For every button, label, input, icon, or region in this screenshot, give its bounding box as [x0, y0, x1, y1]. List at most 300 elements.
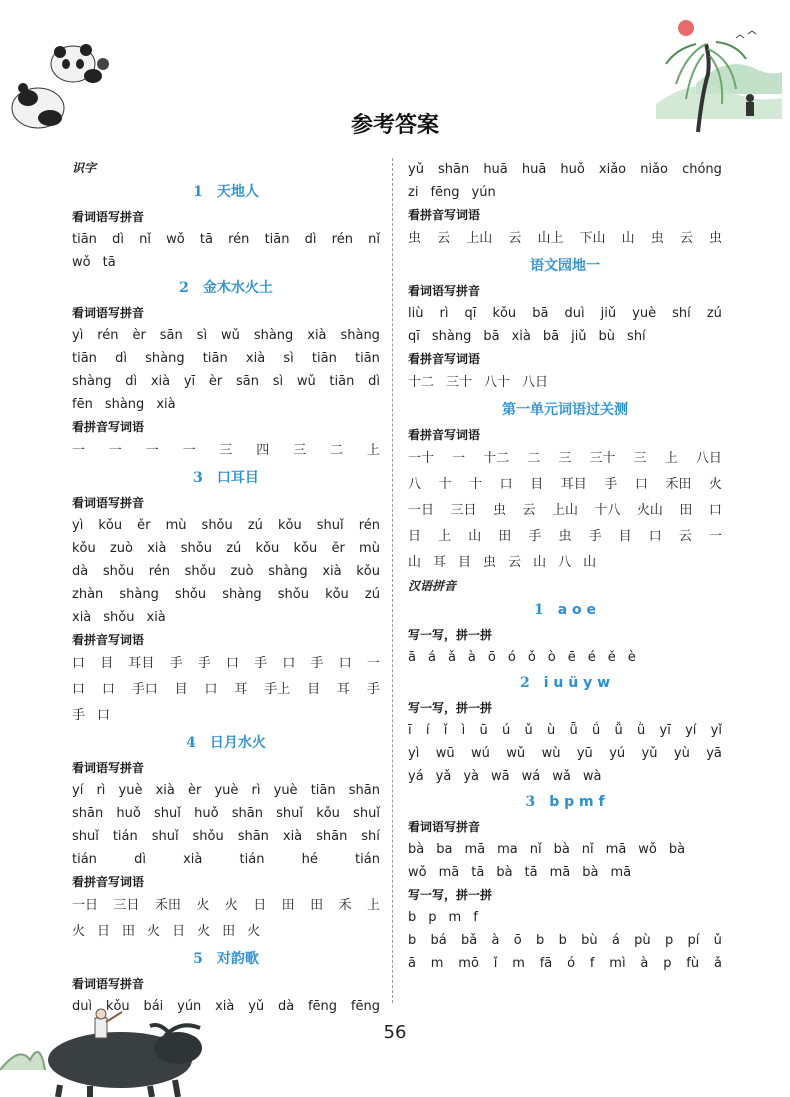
answer-token: shān: [237, 829, 269, 844]
answer-token: ǎ: [713, 956, 722, 971]
answer-token: 火: [708, 477, 722, 492]
answer-token: xià: [282, 829, 303, 844]
answer-token: tiān: [310, 783, 336, 798]
answer-token: ā: [408, 650, 416, 665]
answer-token: dì: [134, 852, 146, 867]
answer-token: 禾田: [154, 898, 181, 913]
pinyin-answer-line: [408, 158, 722, 181]
pinyin-answer-line: [408, 838, 722, 861]
answer-token: wǒ: [408, 865, 427, 880]
answer-token: ba: [436, 842, 453, 857]
answer-token: shān: [438, 162, 470, 177]
answer-token: 手口: [131, 682, 158, 697]
answer-token: bà: [553, 842, 570, 857]
answer-token: ē: [567, 650, 576, 665]
word-answer-line: [408, 226, 722, 252]
pinyin-answer-line: [72, 995, 380, 1018]
answer-token: 虫: [708, 231, 722, 246]
answer-token: bá: [430, 933, 447, 948]
answer-token: xià: [146, 610, 166, 625]
exercise-label: 写一写，拼一拼: [408, 701, 493, 715]
exercise-label: 看拼音写词语: [408, 428, 481, 442]
lesson-number: 3: [193, 470, 203, 486]
answer-token: qī: [464, 306, 477, 321]
answer-token: ā: [408, 956, 416, 971]
answer-token: ǔ: [713, 933, 722, 948]
answer-token: 耳: [234, 682, 248, 697]
answer-token: 手: [528, 529, 542, 544]
answer-token: yǎ: [435, 769, 452, 784]
answer-token: ī: [408, 723, 412, 738]
answer-token: 八日: [695, 451, 722, 466]
answer-token: 口: [634, 477, 648, 492]
answer-token: tián: [112, 829, 138, 844]
answer-token: yū: [576, 746, 593, 761]
lesson-heading: [72, 464, 380, 492]
word-answer-line: [408, 446, 722, 472]
answer-token: 耳目: [128, 656, 155, 671]
answer-token: m: [448, 910, 462, 925]
answer-token: 手: [169, 656, 183, 671]
answer-token: bā: [542, 329, 560, 344]
answer-token: mì: [609, 956, 626, 971]
pinyin-answer-line: [408, 719, 722, 742]
answer-token: 禾田: [665, 477, 692, 492]
pinyin-answer-line: [72, 347, 380, 370]
answer-token: ǚ: [614, 723, 623, 738]
answer-token: xià: [307, 328, 327, 343]
answer-token: nǐ: [139, 232, 151, 247]
exercise-label: 看词语写拼音: [72, 761, 145, 775]
answer-token: yí: [72, 783, 84, 798]
answer-token: 八: [558, 555, 572, 570]
answer-token: mù: [359, 541, 380, 556]
answer-token: 一十: [408, 451, 435, 466]
answer-token: 田: [122, 924, 136, 939]
answer-token: shàng: [119, 587, 159, 602]
answer-token: shàng: [72, 374, 112, 389]
lesson-title: 对韵歌: [216, 951, 259, 967]
answer-token: 口: [204, 682, 218, 697]
answer-token: 一日: [72, 898, 99, 913]
answer-token: 目: [174, 682, 188, 697]
answer-token: 云: [508, 231, 522, 246]
answer-token: yún: [177, 999, 202, 1014]
section-label: 识字: [72, 161, 97, 175]
answer-token: wǔ: [221, 328, 240, 343]
word-answer-line: [408, 498, 722, 524]
answer-token: f: [473, 910, 478, 925]
answer-token: 八: [408, 477, 422, 492]
answer-token: dì: [115, 351, 127, 366]
pinyin-answer-line: [72, 251, 380, 274]
answer-token: fēng: [430, 185, 460, 200]
answer-token: huǒ: [560, 162, 585, 177]
answer-token: 目: [307, 682, 321, 697]
lesson-title: b p m f: [549, 794, 605, 810]
left-answer-column: [72, 158, 380, 1018]
exercise-label: 写一写，拼一拼: [408, 628, 493, 642]
answer-token: ō: [487, 650, 496, 665]
answer-token: yún: [471, 185, 496, 200]
answer-token: m: [512, 956, 525, 971]
pinyin-answer-line: [408, 765, 722, 788]
answer-token: 山: [468, 529, 482, 544]
answer-token: ǖ: [569, 723, 578, 738]
answer-token: shuǐ: [316, 518, 344, 533]
answer-token: shuǐ: [72, 829, 99, 844]
answer-token: yuè: [273, 783, 298, 798]
answer-token: 田: [498, 529, 512, 544]
answer-token: duì: [72, 999, 93, 1014]
answer-token: wǒ: [638, 842, 657, 857]
answer-token: 一: [182, 443, 196, 458]
answer-token: ǘ: [592, 723, 601, 738]
answer-token: dà: [72, 564, 89, 579]
answer-token: kǒu: [255, 541, 280, 556]
answer-token: 四: [256, 443, 270, 458]
answer-token: 上: [664, 451, 678, 466]
answer-token: 虫: [408, 231, 422, 246]
answer-token: tián: [355, 852, 380, 867]
answer-token: 口: [338, 656, 352, 671]
answer-token: 十: [469, 477, 483, 492]
answer-token: 八日: [522, 375, 549, 390]
answer-token: xià: [155, 783, 175, 798]
answer-token: 山: [533, 555, 547, 570]
answer-token: 山: [408, 555, 422, 570]
answer-token: shàng: [222, 587, 262, 602]
answer-token: èr: [132, 328, 146, 343]
pinyin-answer-line: [408, 906, 722, 929]
answer-token: xià: [72, 610, 92, 625]
pinyin-answer-line: [408, 929, 722, 952]
answer-token: shān: [316, 829, 348, 844]
answer-token: zuò: [230, 564, 254, 579]
answer-token: bà: [582, 865, 599, 880]
pinyin-answer-line: [72, 560, 380, 583]
lesson-number: 3: [525, 794, 536, 810]
answer-token: wǔ: [296, 374, 316, 389]
lesson-title: 语文园地一: [530, 258, 600, 274]
answer-token: rì: [439, 306, 449, 321]
answer-token: 田: [679, 503, 693, 518]
answer-token: 一: [145, 443, 159, 458]
pinyin-answer-line: [408, 181, 722, 204]
answer-token: 口: [72, 656, 86, 671]
answer-token: 手: [588, 529, 602, 544]
answer-token: 目: [100, 656, 114, 671]
answer-token: dì: [125, 374, 138, 389]
answer-token: 云: [678, 529, 692, 544]
answer-token: tiān: [264, 232, 290, 247]
answer-token: yù: [673, 746, 690, 761]
answer-token: 口: [648, 529, 662, 544]
answer-token: 目: [530, 477, 544, 492]
pinyin-answer-line: [72, 779, 380, 802]
lesson-title: 日月水火: [209, 735, 266, 751]
exercise-label: 看词语写拼音: [408, 820, 481, 834]
answer-token: shàng: [431, 329, 472, 344]
answer-token: mù: [165, 518, 187, 533]
answer-token: shuǐ: [276, 806, 303, 821]
section-label: 汉语拼音: [408, 579, 457, 593]
answer-token: duì: [564, 306, 585, 321]
answer-token: tā: [471, 865, 485, 880]
answer-token: kǒu: [316, 806, 340, 821]
answer-token: sì: [196, 328, 208, 343]
answer-token: b: [408, 910, 417, 925]
answer-token: 火: [197, 924, 211, 939]
word-answer-line: [72, 703, 380, 729]
answer-token: yì: [408, 746, 420, 761]
answer-token: yì: [72, 328, 84, 343]
answer-token: p: [664, 933, 674, 948]
answer-token: 一: [708, 529, 722, 544]
answer-token: tā: [199, 232, 213, 247]
answer-token: 日: [172, 924, 186, 939]
answer-token: tiān: [355, 351, 380, 366]
answer-token: 上: [366, 898, 380, 913]
word-answer-line: [408, 550, 722, 576]
answer-token: wú: [471, 746, 490, 761]
answer-token: í: [425, 723, 430, 738]
lesson-title: 第一单元词语过关测: [502, 402, 628, 418]
answer-token: ǒ: [527, 650, 536, 665]
answer-token: dì: [304, 232, 317, 247]
lesson-number: 1: [533, 602, 544, 618]
answer-token: shǒu: [192, 829, 224, 844]
answer-token: tiān: [72, 232, 97, 247]
answer-token: wǔ: [506, 746, 526, 761]
lesson-title: i u ü y w: [543, 675, 611, 691]
answer-token: 田: [222, 924, 236, 939]
answer-token: 虫: [483, 555, 497, 570]
answer-token: xià: [245, 351, 266, 366]
exercise-label: 看词语写拼音: [72, 210, 145, 224]
answer-token: à: [467, 650, 476, 665]
answer-token: ǎ: [447, 650, 456, 665]
answer-token: mā: [605, 842, 627, 857]
lesson-title: a o e: [557, 602, 597, 618]
answer-token: shuǐ: [151, 829, 179, 844]
answer-token: 三日: [450, 503, 477, 518]
answer-token: zú: [247, 518, 263, 533]
pinyin-answer-line: [408, 742, 722, 765]
answer-token: shàng: [145, 351, 185, 366]
answer-token: bǎ: [461, 933, 478, 948]
answer-token: shí: [627, 329, 646, 344]
answer-token: yì: [72, 518, 84, 533]
answer-token: xià: [511, 329, 531, 344]
lesson-heading: [72, 729, 380, 757]
answer-token: yuè: [214, 783, 239, 798]
answer-token: zuò: [109, 541, 133, 556]
answer-token: kǒu: [98, 518, 123, 533]
answer-token: 目: [458, 555, 472, 570]
answer-token: 口: [708, 503, 722, 518]
page-title: 参考答案: [350, 112, 439, 138]
page-number: 56: [383, 1022, 407, 1043]
answer-token: 口: [499, 477, 513, 492]
answer-token: xià: [322, 564, 342, 579]
answer-token: shuǐ: [154, 806, 181, 821]
lesson-number: 1: [193, 184, 203, 200]
answer-token: 火: [196, 898, 210, 913]
answer-token: 十二: [408, 375, 435, 390]
word-answer-line: [72, 438, 380, 464]
pinyin-answer-line: [72, 848, 380, 871]
answer-token: yà: [463, 769, 480, 784]
answer-token: à: [640, 956, 649, 971]
answer-token: pù: [634, 933, 651, 948]
answer-token: 云: [522, 503, 536, 518]
answer-token: shàng: [340, 328, 380, 343]
answer-token: kǒu: [277, 518, 302, 533]
answer-token: yǔ: [641, 746, 658, 761]
answer-token: tiān: [72, 351, 97, 366]
answer-token: niǎo: [640, 162, 668, 177]
answer-token: 十二: [483, 451, 510, 466]
answer-token: b: [408, 933, 417, 948]
answer-token: ú: [502, 723, 511, 738]
answer-token: 火: [72, 924, 86, 939]
pinyin-answer-line: [72, 370, 380, 393]
answer-token: wū: [435, 746, 455, 761]
word-answer-line: [72, 677, 380, 703]
pinyin-answer-line: [72, 583, 380, 606]
lesson-heading: [408, 596, 722, 624]
answer-token: 上山: [551, 503, 578, 518]
answer-token: mā: [464, 842, 486, 857]
answer-token: bái: [143, 999, 164, 1014]
answer-token: b: [536, 933, 545, 948]
answer-token: 山上: [537, 231, 564, 246]
answer-token: 三: [293, 443, 307, 458]
answer-token: à: [491, 933, 500, 948]
answer-token: yǔ: [248, 999, 265, 1014]
answer-token: pí: [687, 933, 700, 948]
answer-token: zhàn: [72, 587, 104, 602]
answer-token: yī: [183, 374, 196, 389]
answer-token: ū: [479, 723, 488, 738]
answer-token: 一日: [408, 503, 435, 518]
answer-token: dà: [277, 999, 295, 1014]
answer-token: qī: [408, 329, 420, 344]
answer-token: tiān: [311, 351, 337, 366]
answer-token: 手: [197, 656, 211, 671]
answer-token: èr: [208, 374, 223, 389]
answer-token: shí: [672, 306, 691, 321]
answer-token: 上: [366, 443, 380, 458]
answer-token: sì: [272, 374, 284, 389]
word-answer-line: [408, 524, 722, 550]
answer-token: xià: [147, 541, 167, 556]
lesson-number: 2: [519, 675, 530, 691]
answer-token: tián: [239, 852, 265, 867]
answer-token: kǒu: [72, 541, 96, 556]
answer-token: jiǔ: [571, 329, 587, 344]
answer-token: 十: [438, 477, 452, 492]
lesson-number: 5: [193, 951, 203, 967]
answer-token: yī: [659, 723, 671, 738]
answer-token: bù: [598, 329, 616, 344]
answer-token: shuǐ: [353, 806, 380, 821]
answer-token: shǒu: [277, 587, 309, 602]
answer-token: 火: [247, 924, 261, 939]
answer-token: á: [611, 933, 620, 948]
answer-token: b: [558, 933, 567, 948]
answer-token: 目: [618, 529, 632, 544]
answer-token: 禾: [338, 898, 352, 913]
exercise-label: 看拼音写词语: [72, 633, 145, 647]
lesson-heading: [72, 945, 380, 973]
answer-token: wǎ: [552, 769, 571, 784]
lesson-heading: [408, 396, 722, 424]
answer-token: tā: [102, 255, 116, 270]
answer-token: ǐ: [443, 723, 448, 738]
answer-token: shān: [348, 783, 380, 798]
answer-token: 火: [147, 924, 161, 939]
answer-token: fēng: [307, 999, 338, 1014]
answer-token: ě: [607, 650, 616, 665]
pinyin-answer-line: [72, 514, 380, 537]
answer-token: tián: [72, 852, 97, 867]
answer-token: nǐ: [368, 232, 380, 247]
answer-token: bà: [408, 842, 425, 857]
answer-token: 一: [452, 451, 466, 466]
lesson-title: 金木水火土: [202, 280, 273, 296]
answer-token: chóng: [682, 162, 722, 177]
answer-token: 手: [310, 656, 324, 671]
answer-token: 八十: [484, 375, 511, 390]
answer-token: xià: [150, 374, 171, 389]
answer-token: 口: [282, 656, 296, 671]
answer-token: tiān: [202, 351, 228, 366]
answer-token: zú: [706, 306, 722, 321]
answer-token: wù: [541, 746, 561, 761]
answer-token: rén: [331, 232, 353, 247]
answer-token: ó: [507, 650, 516, 665]
word-answer-line: [72, 651, 380, 677]
answer-token: huǒ: [194, 806, 219, 821]
answer-token: zú: [364, 587, 380, 602]
exercise-label: 看拼音写词语: [408, 352, 481, 366]
answer-token: ù: [547, 723, 556, 738]
answer-token: 山: [583, 555, 597, 570]
answer-token: sān: [235, 374, 259, 389]
answer-token: wǒ: [72, 255, 91, 270]
pinyin-answer-line: [72, 324, 380, 347]
answer-token: wá: [521, 769, 541, 784]
answer-token: 云: [679, 231, 693, 246]
answer-token: á: [427, 650, 436, 665]
answer-token: bā: [483, 329, 500, 344]
answer-token: zi: [408, 185, 419, 200]
answer-token: 火山: [636, 503, 663, 518]
answer-token: 一: [366, 656, 380, 671]
answer-token: 十八: [594, 503, 621, 518]
answer-token: tā: [524, 865, 538, 880]
answer-token: liù: [408, 306, 424, 321]
exercise-label: 看拼音写词语: [408, 208, 481, 222]
answer-token: shǒu: [174, 587, 207, 602]
answer-token: rén: [228, 232, 250, 247]
lesson-heading: [408, 252, 722, 280]
answer-token: é: [587, 650, 596, 665]
answer-token: ǐ: [493, 956, 498, 971]
answer-token: wà: [582, 769, 602, 784]
